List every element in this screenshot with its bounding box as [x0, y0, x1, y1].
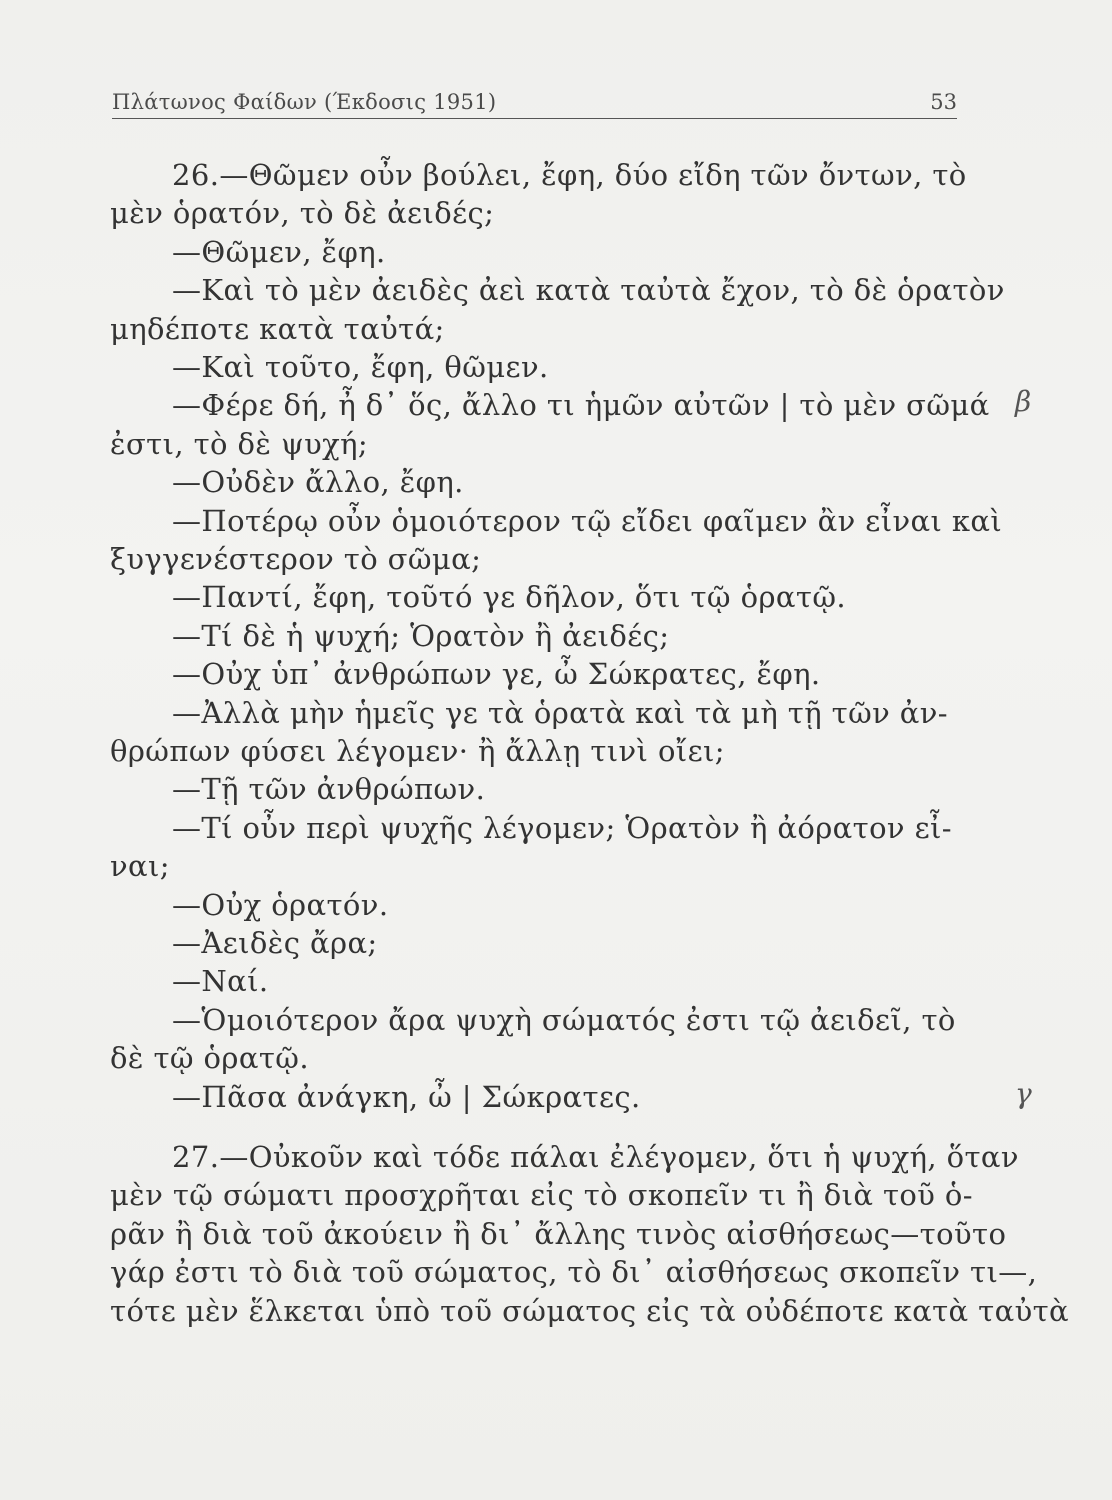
- text-line: δὲ τῷ ὁρατῷ.: [110, 1041, 309, 1076]
- text-line: —Πᾶσα ἀνάγκη, ὦ | Σώκρατες.: [172, 1079, 641, 1114]
- text-line: ξυγγενέστερον τὸ σῶμα;: [110, 542, 482, 576]
- text-line: τότε μὲν ἕλκεται ὑπὸ τοῦ σώματος εἰς τὰ οὐδέποτε κατὰ ταὐτὰ: [110, 1293, 1070, 1328]
- text-line: —Καὶ τοῦτο, ἔφη, θῶμεν.: [172, 350, 549, 384]
- marginal-letter: β: [1015, 385, 1032, 419]
- text-line: —Τί οὖν περὶ ψυχῆς λέγομεν; Ὁρατὸν ἢ ἀόρατον εἶ-: [172, 810, 952, 845]
- text-line: γάρ ἐστι τὸ διὰ τοῦ σώματος, τὸ δι᾽ αἰσθήσεως σκοπεῖν τι—,: [110, 1255, 1038, 1290]
- text-line: θρώπων φύσει λέγομεν· ἢ ἄλλῃ τινὶ οἴει;: [110, 734, 725, 768]
- text-line: 26.—Θῶμεν οὖν βούλει, ἔφη, δύο εἴδη τῶν ὄντων, τὸ: [172, 158, 967, 192]
- text-line: 27.—Οὐκοῦν καὶ τόδε πάλαι ἐλέγομεν, ὅτι ἡ ψυχή, ὅταν: [172, 1140, 1019, 1174]
- text-line: μὲν ὁρατόν, τὸ δὲ ἀειδές;: [110, 196, 495, 231]
- text-line: —Παντί, ἔφη, τοῦτό γε δῆλον, ὅτι τῷ ὁρατῷ.: [172, 580, 847, 615]
- text-line: —Ἀειδὲς ἄρα;: [172, 926, 378, 960]
- header-title: Πλάτωνος Φαίδων (Έκδοσις 1951): [112, 90, 497, 114]
- text-line: —Οὐχ ὑπ᾽ ἀνθρώπων γε, ὦ Σώκρατες, ἔφη.: [172, 657, 821, 692]
- text-line: ἐστι, τὸ δὲ ψυχή;: [110, 426, 369, 461]
- page-number: 53: [930, 90, 957, 114]
- text-line: —Τί δὲ ἡ ψυχή; Ὁρατὸν ἢ ἀειδές;: [172, 618, 670, 653]
- text-line: —Τῇ τῶν ἀνθρώπων.: [172, 772, 486, 807]
- text-line: —Φέρε δή, ἦ δ᾽ ὅς, ἄλλο τι ἡμῶν αὐτῶν | τὸ μὲν σῶμά: [172, 388, 990, 423]
- text-line: ναι;: [110, 849, 170, 884]
- text-line: μὲν τῷ σώματι προσχρῆται εἰς τὸ σκοπεῖν τι ἢ διὰ τοῦ ὁ-: [110, 1178, 973, 1213]
- text-line: —Ἀλλὰ μὴν ἡμεῖς γε τὰ ὁρατὰ καὶ τὰ μὴ τῇ τῶν ἀν-: [172, 695, 948, 730]
- text-line: —Θῶμεν, ἔφη.: [172, 234, 386, 269]
- running-header: [112, 90, 957, 119]
- text-line: —Ποτέρῳ οὖν ὁμοιότερον τῷ εἴδει φαῖμεν ἂν εἶναι καὶ: [172, 503, 1003, 538]
- text-line: —Οὐδὲν ἄλλο, ἔφη.: [172, 465, 464, 500]
- text-line: ρᾶν ἢ διὰ τοῦ ἀκούειν ἢ δι᾽ ἄλλης τινὸς αἰσθήσεως—τοῦτο: [110, 1216, 1007, 1251]
- text-line: —Ὁμοιότερον ἄρα ψυχὴ σώματός ἐστι τῷ ἀειδεῖ, τὸ: [172, 1002, 956, 1037]
- text-line: —Οὐχ ὁρατόν.: [172, 887, 389, 922]
- text-line: —Καὶ τὸ μὲν ἀειδὲς ἀεὶ κατὰ ταὐτὰ ἔχον, τὸ δὲ ὁρατὸν: [172, 273, 1005, 308]
- text-line: —Ναί.: [172, 964, 269, 999]
- marginal-letter: γ: [1015, 1076, 1032, 1110]
- text-line: μηδέποτε κατὰ ταὐτά;: [110, 311, 445, 346]
